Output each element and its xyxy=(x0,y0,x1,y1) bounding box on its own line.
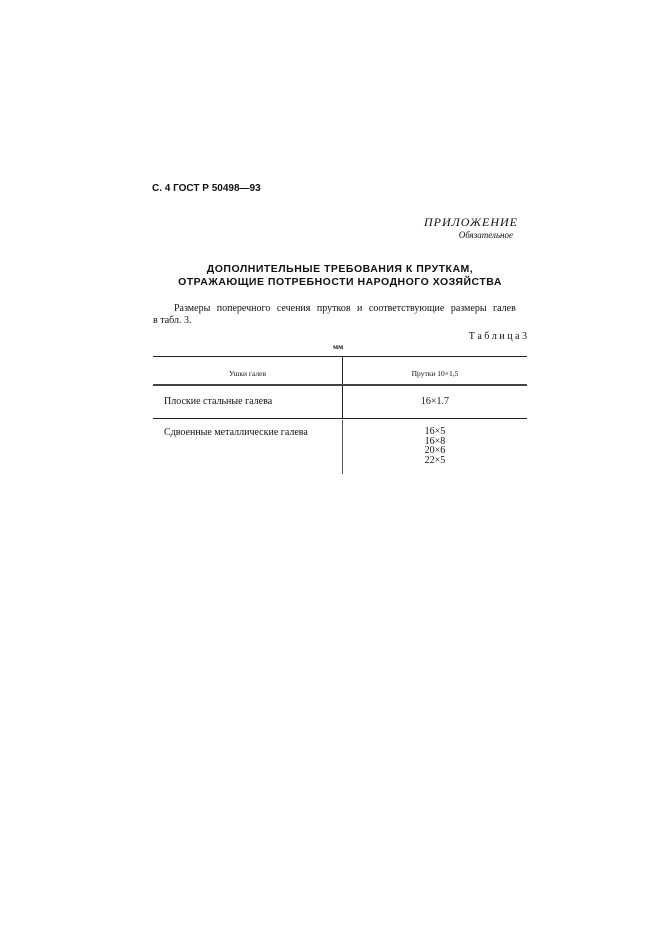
paragraph-line: Размеры поперечного сечения прутков и соответствующие размеры галев xyxy=(174,303,516,314)
table-cell: Плоские стальные галева xyxy=(164,396,273,407)
paragraph-line: в табл. 3. xyxy=(153,315,192,326)
value: 22×5 xyxy=(424,454,446,466)
row-rule xyxy=(153,418,527,419)
value: 16×5 xyxy=(424,426,446,437)
page-header: С. 4 ГОСТ Р 50498—93 xyxy=(152,183,261,194)
appendix-status: Обязательное xyxy=(458,230,513,240)
table-cell-values xyxy=(343,427,527,465)
header-rule xyxy=(153,384,527,386)
column-divider xyxy=(342,356,343,418)
table-top-rule xyxy=(153,356,527,357)
table-header-cell: Прутки 10×1,5 xyxy=(411,369,459,378)
title-line: ОТРАЖАЮЩИЕ ПОТРЕБНОСТИ НАРОДНОГО ХОЗЯЙСТВА xyxy=(178,276,502,288)
appendix-label: ПРИЛОЖЕНИЕ xyxy=(424,215,518,229)
value: 20×6 xyxy=(424,445,446,456)
value: 16×8 xyxy=(424,435,446,447)
unit-label: мм xyxy=(333,342,344,351)
table-cell: Сдвоенные металлические галева xyxy=(164,427,308,438)
title-line: ДОПОЛНИТЕЛЬНЫЕ ТРЕБОВАНИЯ К ПРУТКАМ, xyxy=(206,263,474,275)
table-caption: Т а б л и ц а 3 xyxy=(468,331,527,342)
table-cell: 16×1.7 xyxy=(420,396,450,407)
table-header-cell: Ушки галев xyxy=(228,369,267,378)
